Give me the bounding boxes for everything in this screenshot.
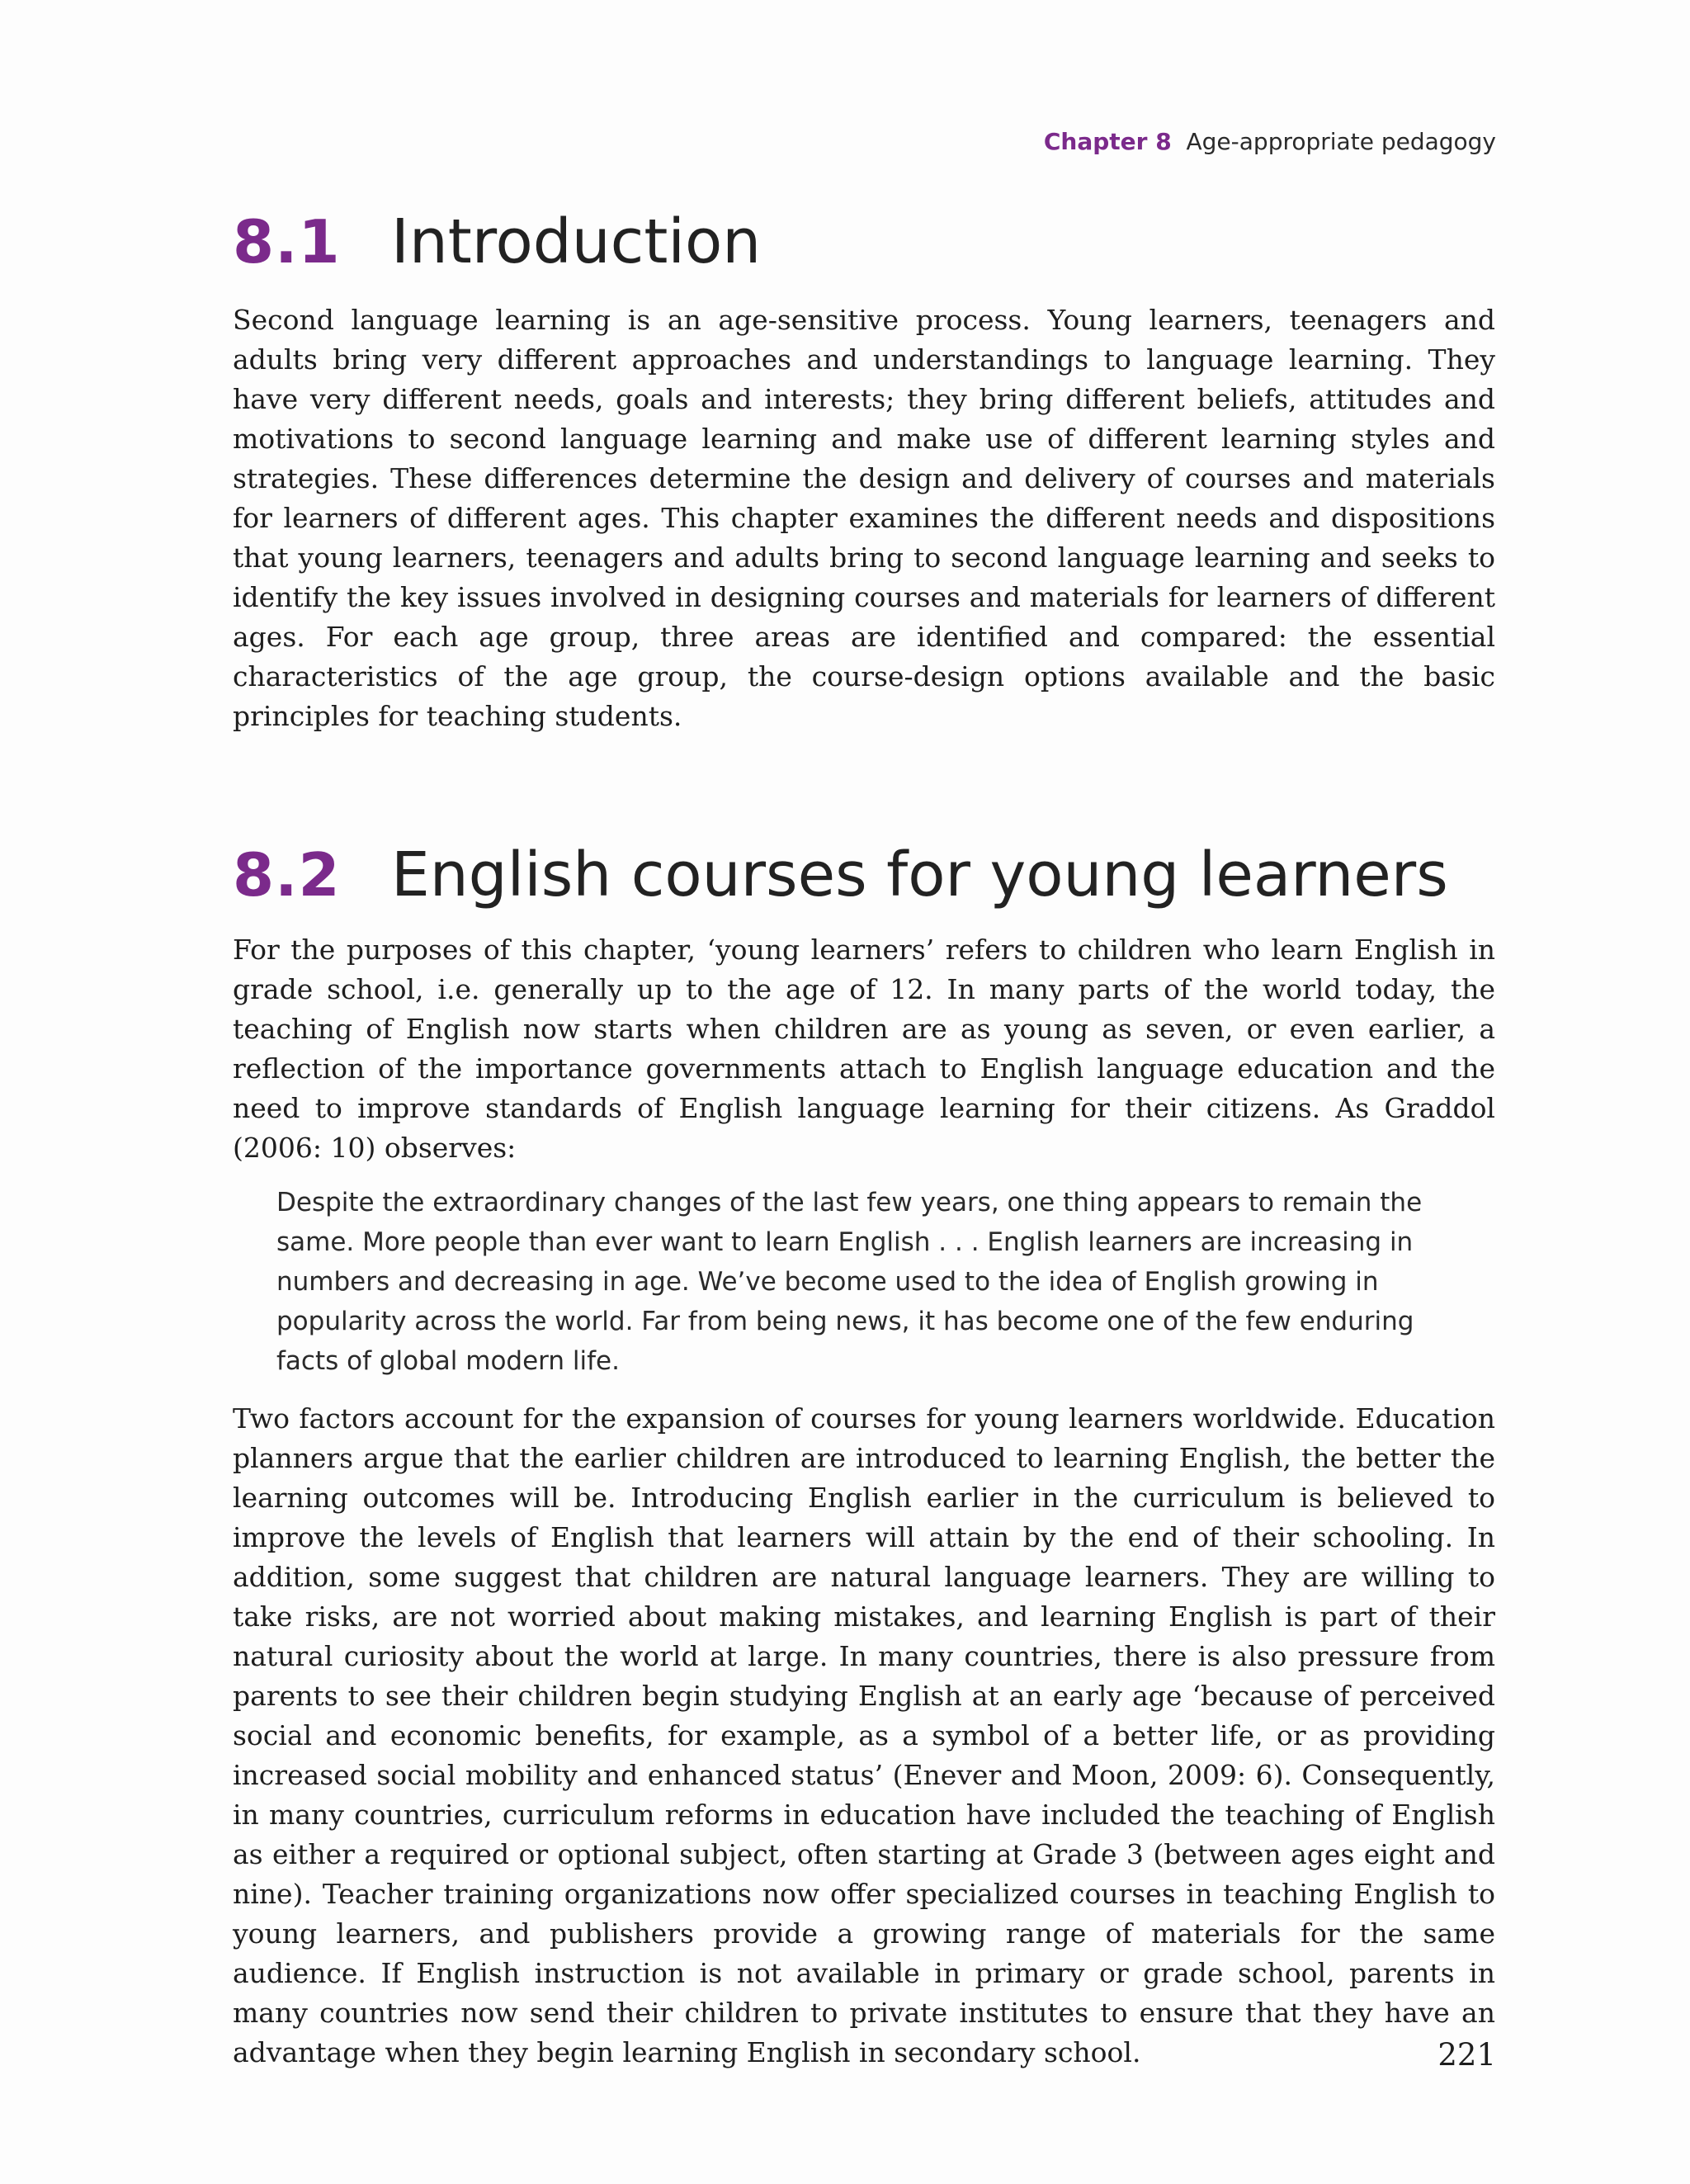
page-number: 221 (1437, 2037, 1496, 2073)
section-heading-8-2 (233, 839, 1495, 922)
block-quote: Despite the extraordinary changes of the last few years, one thing appears to remain the same. More people than ever want to learn English . . . English learners are increasing in numbers and decreasing in age. We’ve become used to the idea of English growing in popularity across the world. Far from being news, it has become one of the few enduring facts of global modern life. (276, 1188, 1423, 1376)
section-heading-8-1 (233, 206, 1495, 289)
chapter-label: Chapter 8 (1043, 128, 1172, 155)
intro-paragraph: Second language learning is an age-sensitive process. Young learners, teenagers and adults bring very different approaches and understandings to language learning. They have very different needs, goals and interests; they bring different beliefs, attitudes and motivations to second language learning and make use of different learning styles and strategies. These differences determine the design and delivery of courses and materials for learners of different ages. This chapter examines the different needs and dispositions that young learners, teenagers and adults bring to second language learning and seeks to identify the key issues involved in designing courses and materials for learners of different ages. For each age group, three areas are identified and compared: the essential characteristics of the age group, the course-design options available and the basic principles for teaching students. (233, 304, 1495, 732)
section-title: English courses for young learners (391, 839, 1448, 910)
section-title: Introduction (391, 206, 762, 277)
running-header (1044, 128, 1496, 155)
section-number: 8.2 (233, 840, 341, 910)
young-learners-paragraph-2: Two factors account for the expansion of courses for young learners worldwide. Education planners argue that the earlier children are introduced to learning English, the better the learning outcomes will be. Introducing English earlier in the curriculum is believed to improve the levels of English that learners will attain by the end of their schooling. In addition, some suggest that children are natural language learners. They are willing to take risks, are not worried about making mistakes, and learning English is part of their natural curiosity about the world at large. In many countries, there is also pressure from parents to see their children begin studying English at an early age ‘because of perceived social and economic benefits, for example, as a symbol of a better life, or as providing increased social mobility and enhanced status’ (Enever and Moon, 2009: 6). Consequently, in many countries, curriculum reforms in education have included the teaching of English as either a required or optional subject, often starting at Grade 3 (between ages eight and nine). Teacher training organizations now offer specialized courses in teaching English to young learners, and publishers provide a growing range of materials for the same audience. If English instruction is not available in primary or grade school, parents in many countries now send their children to private institutes to ensure that they have an advantage when they begin learning English in secondary school. (233, 1402, 1495, 2068)
chapter-title: Age-appropriate pedagogy (1186, 128, 1496, 155)
section-number: 8.1 (233, 207, 341, 277)
young-learners-paragraph-1: For the purposes of this chapter, ‘young learners’ refers to children who learn English in grade school, i.e. generally up to the age of 12. In many parts of the world today, the teaching of English now starts when children are as young as seven, or even earlier, a reflection of the importance governments attach to English language education and the need to improve standards of English language learning for their citizens. As Graddol (2006: 10) observes: (233, 934, 1495, 1164)
main-content (233, 206, 1495, 2073)
